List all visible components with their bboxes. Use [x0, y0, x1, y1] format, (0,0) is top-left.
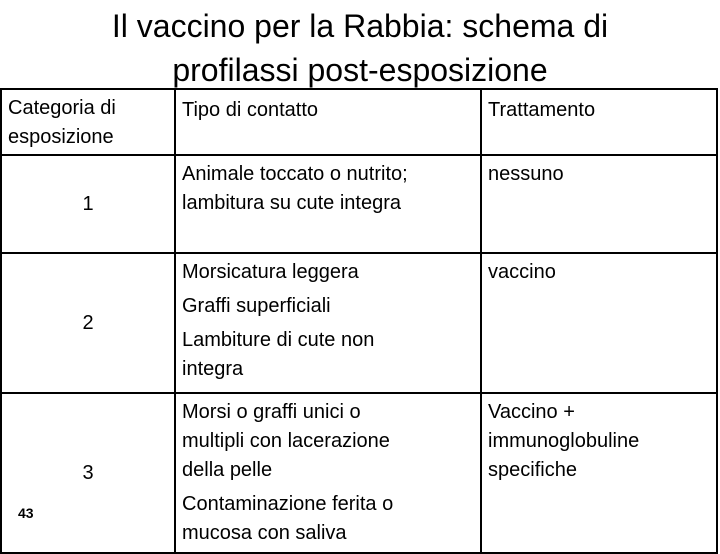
contact-cell: [175, 253, 481, 393]
treatment-cell: [481, 253, 717, 393]
header-category-line: Categoria di: [8, 97, 116, 119]
table-row: [1, 253, 717, 393]
slide-title-line: Il vaccino per la Rabbia: schema di: [111, 8, 609, 44]
header-contact-type: Tipo di contatto: [175, 89, 481, 155]
contact-line: Graffi superficiali: [182, 295, 331, 317]
contact-line: Morsicatura leggera: [182, 261, 359, 283]
contact-cell: [175, 155, 481, 253]
treatment-line: immunoglobuline: [488, 430, 640, 452]
table-header-row: [1, 89, 717, 155]
slide-title: [0, 4, 720, 92]
treatment-line: vaccino: [488, 261, 556, 283]
contact-line: multipli con lacerazione: [182, 430, 390, 452]
table-row: [1, 155, 717, 253]
category-cell: [1, 393, 175, 553]
contact-entry: [182, 490, 474, 548]
category-cell: [1, 253, 175, 393]
category-number: 2: [82, 311, 94, 334]
contact-line: integra: [182, 358, 244, 380]
treatment-line: specifiche: [488, 459, 577, 481]
category-cell: [1, 155, 175, 253]
prophylaxis-table: [0, 88, 718, 554]
contact-entry: [182, 258, 474, 287]
contact-line: mucosa con saliva: [182, 522, 347, 544]
contact-entry: [182, 292, 474, 321]
contact-line: Contaminazione ferita o: [182, 493, 394, 515]
category-number: 1: [82, 192, 94, 215]
slide-title-line: profilassi post-esposizione: [172, 52, 548, 88]
header-category-line: esposizione: [8, 126, 114, 148]
contact-line: Lambiture di cute non: [182, 329, 375, 351]
contact-entry: [182, 326, 474, 384]
contact-line: della pelle: [182, 459, 273, 481]
header-category: [1, 89, 175, 155]
treatment-cell: [481, 393, 717, 553]
contact-cell: [175, 393, 481, 553]
treatment-line: Vaccino +: [488, 401, 575, 423]
treatment-cell: [481, 155, 717, 253]
table-row: [1, 393, 717, 553]
contact-line: lambitura su cute integra: [182, 192, 402, 214]
slide-number: 43: [18, 505, 34, 521]
category-number: 3: [82, 461, 94, 484]
contact-entry: [182, 398, 474, 485]
contact-line: Morsi o graffi unici o: [182, 401, 361, 423]
treatment-line: nessuno: [488, 163, 564, 185]
header-treatment: Trattamento: [481, 89, 717, 155]
contact-line: Animale toccato o nutrito;: [182, 163, 408, 185]
